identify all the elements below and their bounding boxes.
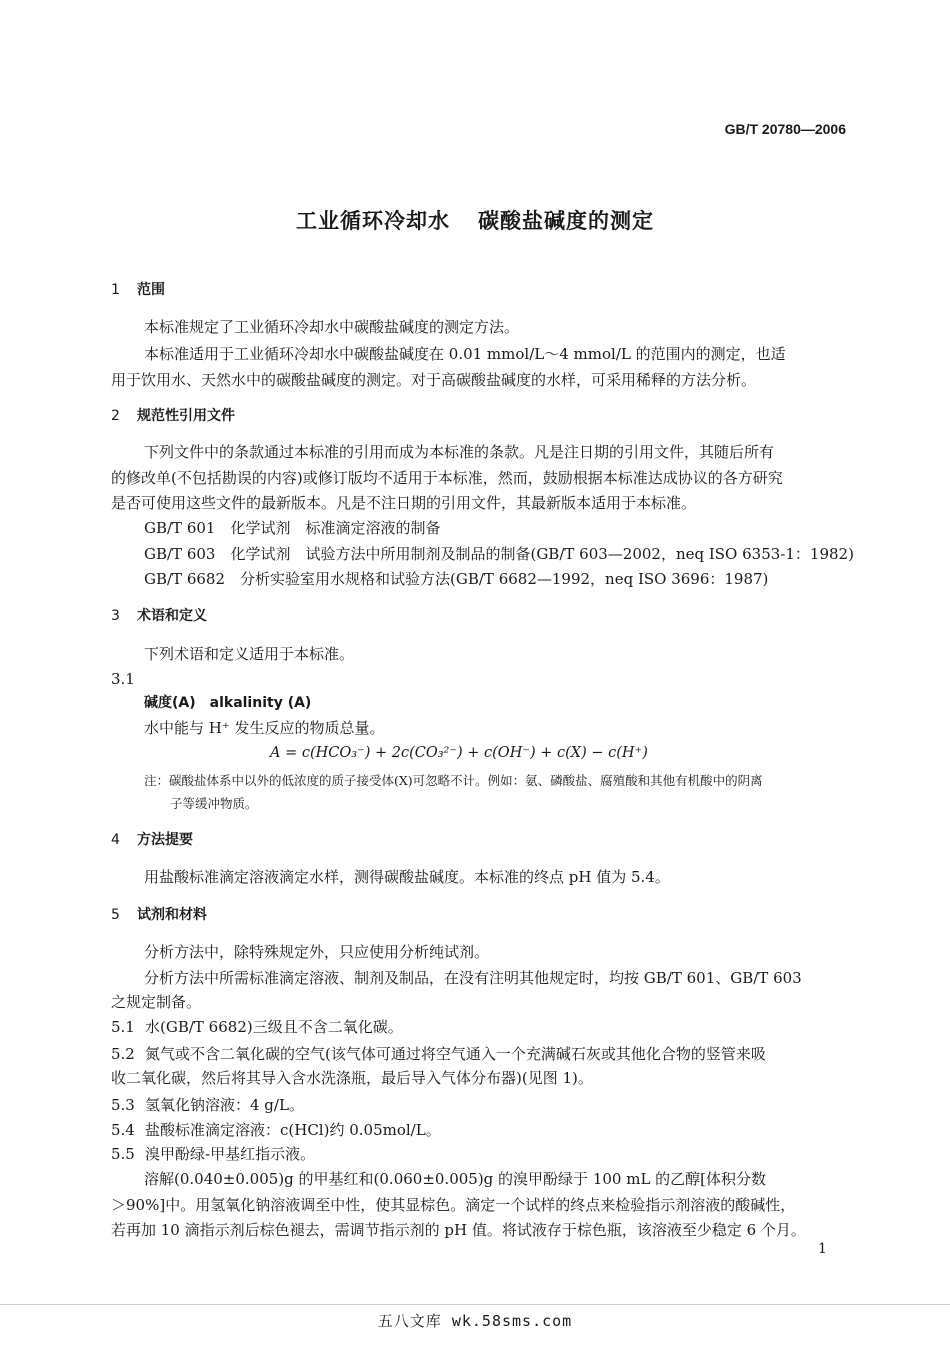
item-5-2-cont: 收二氧化碳，然后将其导入含水洗涤瓶，最后导入气体分布器)(见图 1)。	[111, 1069, 593, 1087]
section-5-p2a: 分析方法中所需标准滴定溶液、制剂及制品，在没有注明其他规定时，均按 GB/T 601、GB/T 603	[144, 969, 802, 987]
item-5-1: 5.1 水(GB/T 6682)三级且不含二氧化碳。	[111, 1018, 403, 1036]
title-part-2: 碳酸盐碱度的测定	[478, 209, 654, 233]
item-5-5-p-a: 溶解(0.040±0.005)g 的甲基红和(0.060±0.005)g 的溴甲酚绿于 100 mL 的乙醇[体积分数	[144, 1170, 767, 1188]
standard-number: GB/T 20780—2006	[724, 121, 846, 137]
term-definition: 水中能与 H⁺ 发生反应的物质总量。	[144, 719, 385, 737]
section-5-p2b: 之规定制备。	[111, 993, 202, 1011]
section-2-p1b: 的修改单(不包括勘误的内容)或修订版均不适用于本标准，然而，鼓励根据本标准达成协议的各方研究	[111, 469, 783, 487]
item-5-5-p-c: 若再加 10 滴指示剂后棕色褪去，需调节指示剂的 pH 值。将试液存于棕色瓶，该溶液至少稳定 6 个月。	[111, 1221, 806, 1239]
item-5-2: 5.2 氮气或不含二氧化碳的空气(该气体可通过将空气通入一个充满碱石灰或其他化合物的竖管来吸	[111, 1045, 766, 1063]
item-5-3: 5.3 氢氧化钠溶液：4 g/L。	[111, 1096, 304, 1114]
section-5-p1: 分析方法中，除特殊规定外，只应使用分析纯试剂。	[144, 943, 490, 961]
section-4-p1: 用盐酸标准滴定溶液滴定水样，测得碳酸盐碱度。本标准的终点 pH 值为 5.4。	[144, 868, 670, 886]
item-5-5: 5.5 溴甲酚绿-甲基红指示液。	[111, 1145, 316, 1163]
item-5-4: 5.4 盐酸标准滴定溶液：c(HCl)约 0.05mol/L。	[111, 1121, 441, 1139]
section-2-p1a: 下列文件中的条款通过本标准的引用而成为本标准的条款。凡是注日期的引用文件，其随后所有	[144, 443, 775, 461]
reference-gbt603: GB/T 603 化学试剂 试验方法中所用制剂及制品的制备(GB/T 603—2002，neq ISO 6353-1：1982)	[144, 545, 854, 563]
note-line-2: 子等缓冲物质。	[170, 796, 258, 811]
section-2-heading: 2 规范性引用文件	[111, 408, 235, 424]
section-1-p1: 本标准规定了工业循环冷却水中碳酸盐碱度的测定方法。	[144, 318, 520, 336]
section-1-heading: 1 范围	[111, 282, 165, 298]
term-alkalinity: 碱度(A) alkalinity (A)	[144, 695, 312, 711]
reference-gbt601: GB/T 601 化学试剂 标准滴定溶液的制备	[144, 519, 441, 537]
section-2-p1c: 是否可使用这些文件的最新版本。凡是不注日期的引用文件，其最新版本适用于本标准。	[111, 494, 697, 512]
section-1-p2b: 用于饮用水、天然水中的碳酸盐碱度的测定。对于高碳酸盐碱度的水样，可采用稀释的方法分析。	[111, 371, 757, 389]
watermark-link[interactable]: 五八文库 wk.58sms.com	[377, 1312, 573, 1330]
page-number: 1	[818, 1241, 827, 1257]
document-title	[0, 205, 950, 235]
section-3-p1: 下列术语和定义适用于本标准。	[144, 645, 355, 663]
section-5-heading: 5 试剂和材料	[111, 907, 207, 923]
section-3-heading: 3 术语和定义	[111, 608, 207, 624]
item-5-5-p-b: ＞90%]中。用氢氧化钠溶液调至中性，使其显棕色。滴定一个试样的终点来检验指示剂溶液的酸碱性，	[111, 1196, 796, 1214]
title-part-1: 工业循环冷却水	[296, 209, 450, 233]
subsection-3-1-number: 3.1	[111, 670, 135, 688]
alkalinity-formula: A = c(HCO₃⁻) + 2c(CO₃²⁻) + c(OH⁻) + c(X) − c(H⁺)	[270, 745, 648, 761]
note-line-1: 注：碳酸盐体系中以外的低浓度的质子接受体(X)可忽略不计。例如：氨、磷酸盐、腐殖酸和其他有机酸中的阴离	[144, 773, 763, 788]
section-4-heading: 4 方法提要	[111, 832, 193, 848]
section-1-p2a: 本标准适用于工业循环冷却水中碳酸盐碱度在 0.01 mmol/L～4 mmol/L 的范围内的测定，也适	[144, 345, 786, 363]
reference-gbt6682: GB/T 6682 分析实验室用水规格和试验方法(GB/T 6682—1992，neq ISO 3696：1987)	[144, 570, 769, 588]
